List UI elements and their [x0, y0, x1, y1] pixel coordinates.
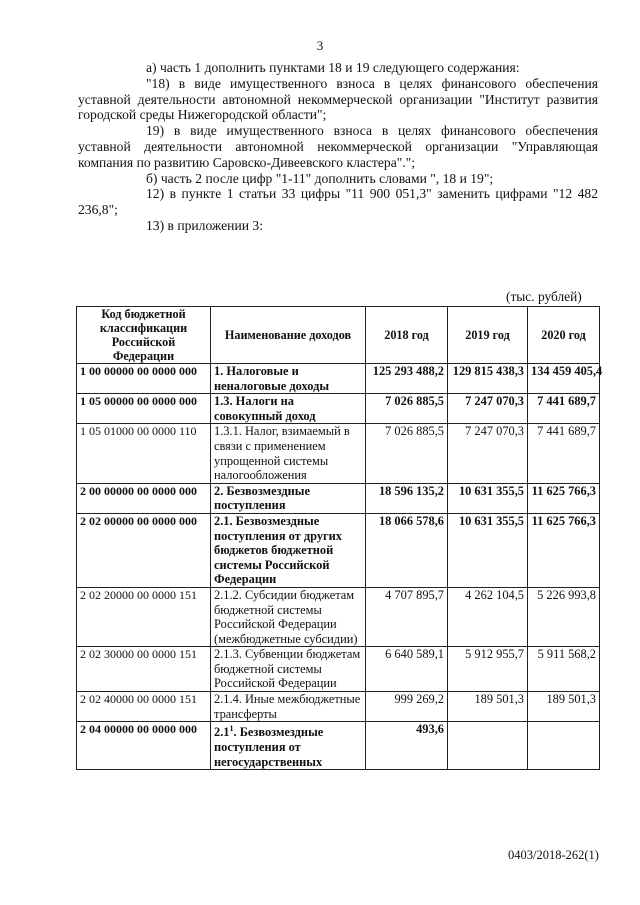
- row-2019: 10 631 355,5: [448, 513, 528, 587]
- row-code: 2 02 40000 00 0000 151: [77, 692, 211, 722]
- row-2018: 18 066 578,6: [366, 513, 448, 587]
- row-name: 2.1.4. Иные межбюджетные трансферты: [211, 692, 366, 722]
- row-2020: 7 441 689,7: [528, 394, 600, 424]
- row-code: 2 02 30000 00 0000 151: [77, 647, 211, 692]
- paragraph-13: 13) в приложении 3:: [146, 217, 263, 233]
- row-code: 2 02 00000 00 0000 000: [77, 513, 211, 587]
- row-2018: 6 640 589,1: [366, 647, 448, 692]
- row-code: 2 04 00000 00 0000 000: [77, 722, 211, 770]
- row-name: 2. Безвозмездные поступления: [211, 483, 366, 513]
- amendment-text: [78, 60, 598, 234]
- row-name-superscript: 1: [229, 724, 234, 734]
- table-row: [77, 647, 600, 692]
- row-2018: 999 269,2: [366, 692, 448, 722]
- row-code: 2 02 20000 00 0000 151: [77, 587, 211, 646]
- row-2019: 129 815 438,3: [448, 364, 528, 394]
- paragraph-12: 12) в пункте 1 статьи 33 цифры "11 900 051,3" заменить цифрами "12 482 236,8";: [78, 186, 598, 218]
- table-row: [77, 692, 600, 722]
- header-2019: 2019 год: [448, 307, 528, 364]
- row-name: 1. Налоговые и неналоговые доходы: [211, 364, 366, 394]
- row-2020: 11 625 766,3: [528, 483, 600, 513]
- paragraph-item-19: 19) в виде имущественного взноса в целях финансового обеспечения уставной деятельности автономной некоммерческой организации "Управляющая компания по развитию Саровско-Дивеевского кластера".";: [78, 123, 598, 170]
- row-2020: 5 911 568,2: [528, 647, 600, 692]
- table-header-row: [77, 307, 600, 364]
- row-name: 2.1. Безвозмездные поступления от других бюджетов бюджетной системы Российской Федерации: [211, 513, 366, 587]
- row-name: 1.3. Налоги на совокупный доход: [211, 394, 366, 424]
- row-2019: 7 247 070,3: [448, 394, 528, 424]
- row-name-prefix: 2.1: [214, 725, 230, 740]
- row-2020: 189 501,3: [528, 692, 600, 722]
- row-2018: 4 707 895,7: [366, 587, 448, 646]
- row-2020: [528, 722, 600, 770]
- revenue-table: [76, 306, 603, 770]
- table-row: [77, 513, 600, 587]
- paragraph-item-18: "18) в виде имущественного взноса в целях финансового обеспечения уставной деятельности автономной некоммерческой организации "Институт развития городской среды Нижегородской области";: [78, 75, 598, 123]
- row-2018: 125 293 488,2: [366, 364, 448, 394]
- row-name: 2.1.3. Субвенции бюджетам бюджетной системы Российской Федерации: [211, 647, 366, 692]
- units-note: (тыс. рублей): [506, 289, 582, 304]
- row-code: 2 00 00000 00 0000 000: [77, 483, 211, 513]
- row-2019: [448, 722, 528, 770]
- paragraph-a: а) часть 1 дополнить пунктами 18 и 19 следующего содержания:: [146, 60, 520, 75]
- row-name: [211, 722, 366, 770]
- row-2018: 493,6: [366, 722, 448, 770]
- header-2018: 2018 год: [366, 307, 448, 364]
- row-name: 1.3.1. Налог, взимаемый в связи с применением упрощенной системы налогообложения: [211, 424, 366, 483]
- row-2020: 5 226 993,8: [528, 587, 600, 646]
- row-code: 1 05 01000 00 0000 110: [77, 424, 211, 483]
- table-row: [77, 483, 600, 513]
- row-2019: 7 247 070,3: [448, 424, 528, 483]
- table-row: [77, 394, 600, 424]
- row-name: 2.1.2. Субсидии бюджетам бюджетной системы Российской Федерации (межбюджетные субсидии): [211, 587, 366, 646]
- paragraph-b: б) часть 2 после цифр "1-11" дополнить словами ", 18 и 19";: [146, 170, 494, 186]
- row-2019: 10 631 355,5: [448, 483, 528, 513]
- header-name: Наименование доходов: [211, 307, 366, 364]
- row-code: 1 05 00000 00 0000 000: [77, 394, 211, 424]
- document-code: 0403/2018-262(1): [508, 848, 599, 862]
- row-2018: 7 026 885,5: [366, 394, 448, 424]
- row-2020: 11 625 766,3: [528, 513, 600, 587]
- header-code: Код бюджетной классификации Российской Федерации: [77, 307, 211, 364]
- row-2020: 134 459 405,4: [528, 364, 600, 394]
- row-2018: 18 596 135,2: [366, 483, 448, 513]
- row-2019: 189 501,3: [448, 692, 528, 722]
- table-row: [77, 364, 600, 394]
- header-2020: 2020 год: [528, 307, 600, 364]
- table-row: [77, 722, 600, 770]
- page-number: 3: [316, 38, 324, 53]
- table-row: [77, 424, 600, 483]
- row-2019: 4 262 104,5: [448, 587, 528, 646]
- row-2018: 7 026 885,5: [366, 424, 448, 483]
- row-code: 1 00 00000 00 0000 000: [77, 364, 211, 394]
- row-2020: 7 441 689,7: [528, 424, 600, 483]
- row-name-text: . Безвозмездные поступления от негосударственных: [214, 725, 324, 769]
- table-row: [77, 587, 600, 646]
- row-2019: 5 912 955,7: [448, 647, 528, 692]
